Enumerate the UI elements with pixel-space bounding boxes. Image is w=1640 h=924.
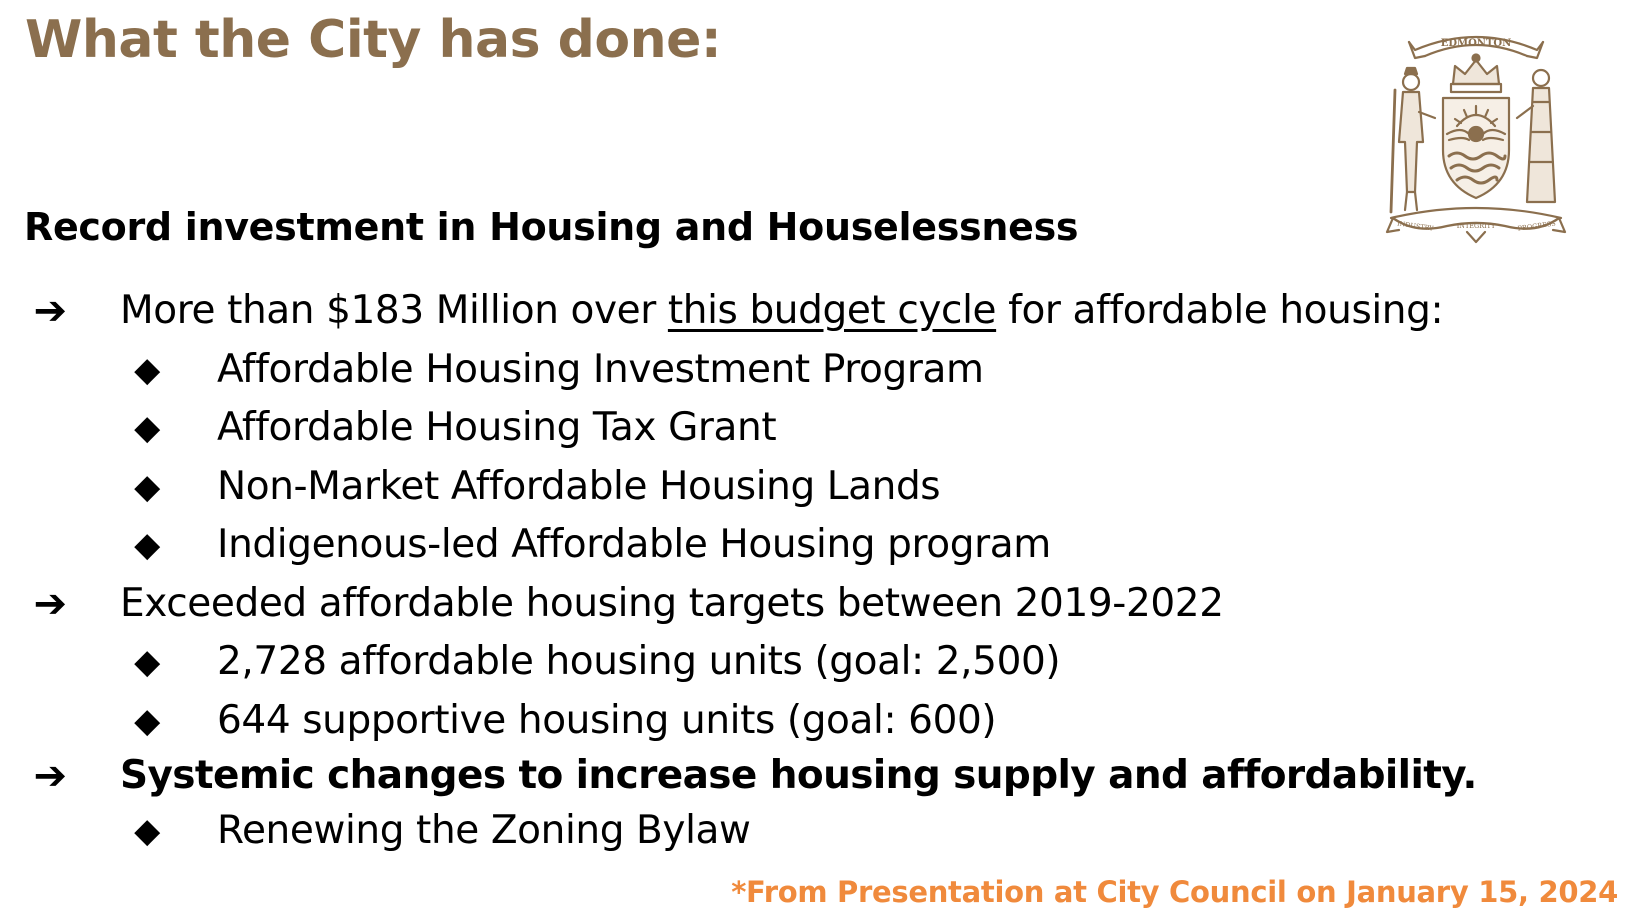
diamond-bullet-icon: ◆ — [134, 642, 160, 682]
list-subitem-text: Affordable Housing Investment Program — [217, 346, 984, 392]
bullet-list — [0, 282, 1640, 861]
crest-banner-text: EDMONTON — [1440, 38, 1512, 49]
list-subitem — [0, 692, 1640, 751]
list-item-targets — [0, 575, 1640, 634]
diamond-bullet-icon: ◆ — [134, 700, 160, 741]
arrow-bullet-icon: ➔ — [33, 753, 67, 799]
diamond-bullet-icon: ◆ — [134, 466, 160, 507]
list-subitem — [0, 458, 1640, 517]
diamond-bullet-icon: ◆ — [134, 349, 160, 390]
list-subitem — [0, 633, 1640, 692]
source-footnote: *From Presentation at City Council on January 15, 2024 — [731, 875, 1618, 909]
text-segment: for affordable housing: — [996, 288, 1444, 333]
edmonton-coat-of-arms-logo — [1385, 22, 1567, 244]
text-segment: More than $183 Million over — [120, 288, 668, 333]
diamond-bullet-icon: ◆ — [134, 811, 160, 851]
section-subtitle: Record investment in Housing and Houselessness — [24, 205, 1079, 249]
diamond-bullet-icon: ◆ — [134, 408, 160, 448]
list-subitem — [0, 399, 1640, 458]
list-subitem-text: 2,728 affordable housing units (goal: 2,500) — [217, 639, 1061, 684]
diamond-bullet-icon: ◆ — [134, 525, 160, 565]
arrow-bullet-icon: ➔ — [33, 288, 67, 334]
list-subitem-text: Indigenous-led Affordable Housing program — [217, 522, 1051, 567]
crest-motto-left: INDUSTRY — [1396, 219, 1435, 233]
list-subitem-text: Non-Market Affordable Housing Lands — [217, 463, 941, 509]
list-item-text — [120, 282, 1443, 341]
list-subitem-text: Renewing the Zoning Bylaw — [217, 808, 751, 853]
list-subitem — [0, 516, 1640, 575]
list-item-text: Exceeded affordable housing targets between 2019-2022 — [120, 580, 1224, 626]
list-subitem-text: Affordable Housing Tax Grant — [217, 405, 777, 450]
crest-motto-right: PROGRESS — [1517, 219, 1557, 233]
list-subitem-text: 644 supportive housing units (goal: 600) — [217, 697, 997, 743]
list-item-budget — [0, 282, 1640, 341]
arrow-bullet-icon: ➔ — [33, 580, 67, 627]
slide-title: What the City has done: — [25, 10, 722, 70]
list-item-text: Systemic changes to increase housing supply and affordability. — [120, 753, 1477, 798]
list-subitem — [0, 341, 1640, 400]
list-subitem — [0, 802, 1640, 861]
list-item-systemic — [0, 750, 1640, 802]
crest-motto-center: INTEGRITY — [1456, 222, 1496, 230]
underlined-text: this budget cycle — [667, 288, 997, 333]
